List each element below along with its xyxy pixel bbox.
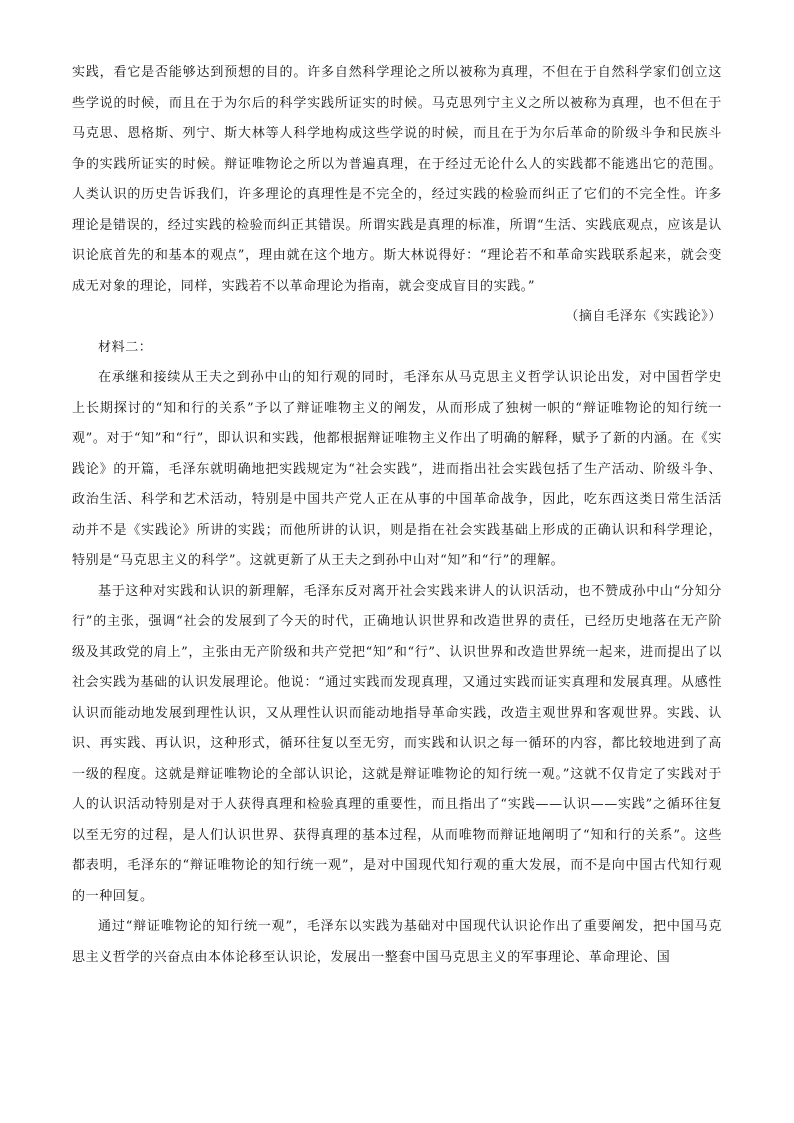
- material-label: 材料二：: [98, 339, 153, 355]
- document-page: [72, 58, 722, 973]
- paragraph-1: 实践，看它是否能够达到预想的目的。许多自然科学理论之所以被称为真理，不但在于自然科学家们创立这些学说的时候，而且在于为尔后的科学实践所证实的时候。马克思列宁主义之所以被称为真理，也不但在于马克思、恩格斯、列宁、斯大林等人科学地构成这些学说的时候，而且在于为尔后革命的阶级斗争和民族斗争的实践所证实的时候。辩证唯物论之所以为普遍真理，在于经过无论什么人的实践都不能逃出它的范围。人类认识的历史告诉我们，许多理论的真理性是不完全的，经过实践的检验而纠正了它们的不完全性。许多理论是错误的，经过实践的检验而纠正其错误。所谓实践是真理的标准，所谓“生活、实践底观点，应该是认识论底首先的和基本的观点”，理由就在这个地方。斯大林说得好：“理论若不和革命实践联系起来，就会变成无对象的理论，同样，实践若不以革命理论为指南，就会变成盲目的实践。”: [72, 65, 722, 294]
- paragraph-3: 基于这种对实践和认识的新理解，毛泽东反对离开社会实践来讲人的认识活动，也不赞成孙中山“分知分行”的主张，强调“社会的发展到了今天的时代，正确地认识世界和改造世界的责任，已经历史地落在无产阶级及其政党的肩上”，主张由无产阶级和共产党把“知”和“行”、认识世界和改造世界统一起来，进而提出了以社会实践为基础的认识发展理论。他说：“通过实践而发现真理，又通过实践而证实真理和发展真理。从感性认识而能动地发展到理性认识，又从理性认识而能动地指导革命实践，改造主观世界和客观世界。实践、认识、再实践、再认识，这种形式，循环往复以至无穷，而实践和认识之每一循环的内容，都比较地进到了高一级的程度。这就是辩证唯物论的全部认识论，这就是辩证唯物论的知行统一观。”这就不仅肯定了实践对于人的认识活动特别是对于人获得真理和检验真理的重要性，而且指出了“实践——认识——实践”之循环往复以至无穷的过程，是人们认识世界、获得真理的基本过程，从而唯物而辩证地阐明了“知和行的关系”。这些都表明，毛泽东的“辩证唯物论的知行统一观”，是对中国现代知行观的重大发展，而不是向中国古代知行观的一种回复。: [72, 583, 722, 904]
- source-citation: （摘自毛泽东《实践论》）: [565, 309, 722, 324]
- paragraph-4: 通过“辩证唯物论的知行统一观”，毛泽东以实践为基础对中国现代认识论作出了重要阐发，把中国马克思主义哲学的兴奋点由本体论移至认识论，发展出一整套中国马克思主义的军事理论、革命理论、国: [72, 919, 722, 965]
- paragraph-2: 在承继和接续从王夫之到孙中山的知行观的同时，毛泽东从马克思主义哲学认识论出发，对中国哲学史上长期探讨的“知和行的关系”予以了辩证唯物主义的阐发，从而形成了独树一帜的“辩证唯物论的知行统一观”。对于“知”和“行”，即认识和实践，他都根据辩证唯物主义作出了明确的解释，赋予了新的内涵。在《实践论》的开篇，毛泽东就明确地把实践规定为“社会实践”，进而指出社会实践包括了生产活动、阶级斗争、政治生活、科学和艺术活动，特别是中国共产党人正在从事的中国革命战争，因此，吃东西这类日常生活活动并不是《实践论》所讲的实践；而他所讲的认识，则是指在社会实践基础上形成的正确认识和科学理论，特别是“马克思主义的科学”。这就更新了从王夫之到孙中山对“知”和“行”的理解。: [72, 370, 722, 568]
